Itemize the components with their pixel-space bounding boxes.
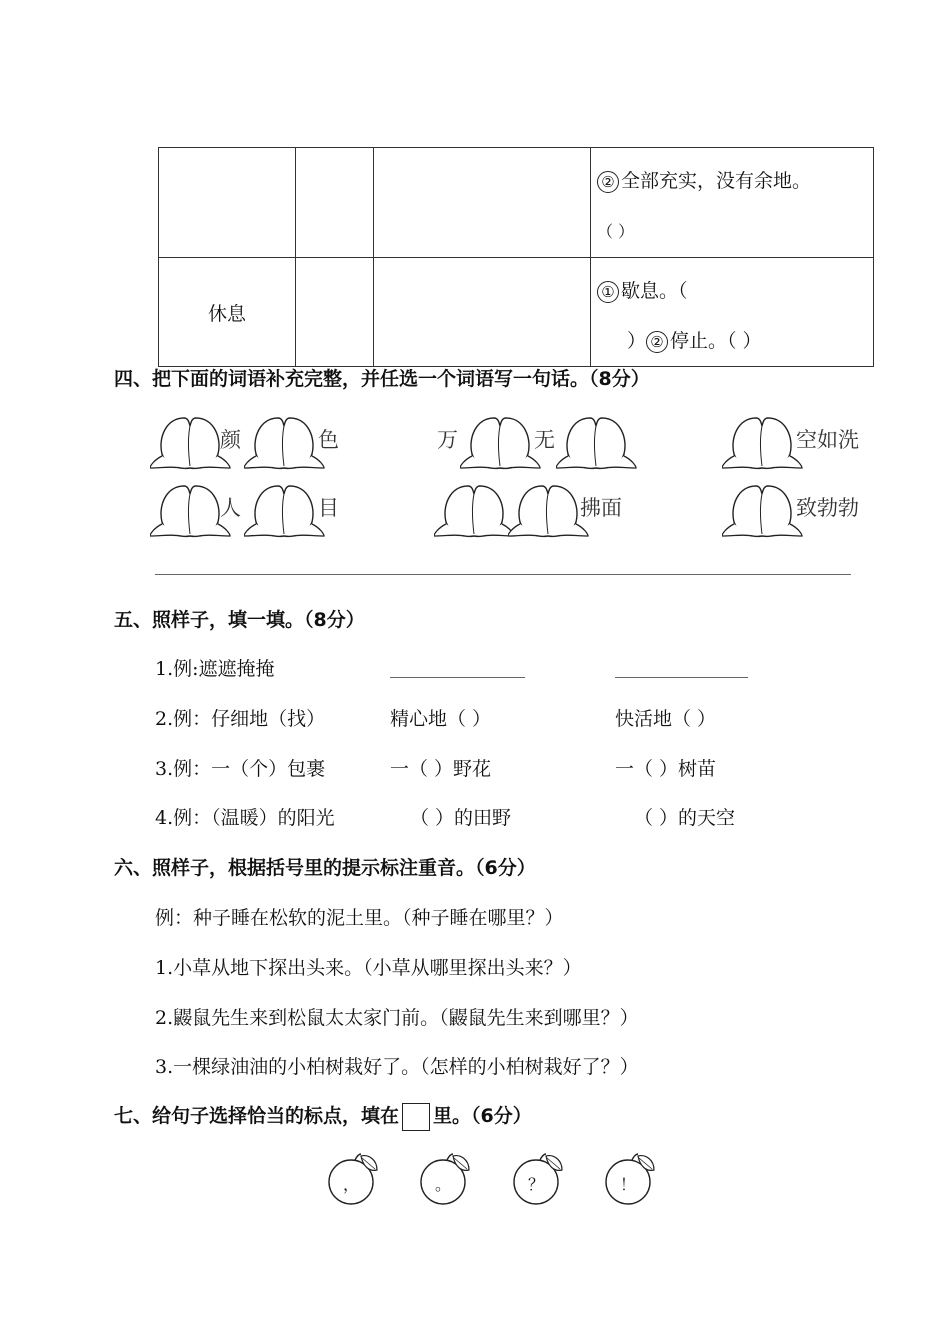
example-sentence: 例：种子睡在松软的泥土里。（种子睡在哪里？）: [155, 907, 564, 929]
word-char: 目: [318, 496, 339, 520]
exercise-line: 4.例：（温暖）的阳光: [155, 807, 335, 829]
answer-line[interactable]: [615, 677, 748, 678]
peach-blank-icon[interactable]: [722, 410, 804, 470]
peach-blank-icon[interactable]: [722, 478, 804, 538]
exercise-line: 3.例：一（个）包裹: [155, 758, 326, 780]
peach-blank-icon[interactable]: [244, 478, 326, 538]
table-word: 休息: [207, 302, 246, 325]
peach-blank-icon[interactable]: [244, 410, 326, 470]
word-char: 无: [534, 428, 555, 452]
peach-blank-icon[interactable]: [434, 478, 516, 538]
word-table: [158, 147, 874, 367]
word-char: 空如洗: [796, 428, 859, 452]
section-7-title: [114, 1101, 532, 1131]
circled-number: ②: [597, 171, 619, 193]
section-6-title: 六、照样子，根据括号里的提示标注重音。（6分）: [114, 857, 536, 879]
punctuation-mark: ，: [343, 1175, 360, 1194]
answer-box-icon: [402, 1103, 430, 1131]
word-char: 拂面: [580, 496, 622, 520]
table-cell-definition: [591, 148, 874, 258]
exercise-blank[interactable]: 精心地（ ）: [390, 708, 492, 730]
peach-blank-icon[interactable]: [508, 478, 590, 538]
exercise-sentence[interactable]: 2.鼹鼠先生来到松鼠太太家门前。（鼹鼠先生来到哪里？）: [155, 1007, 639, 1029]
exercise-line: 2.例：仔细地（找）: [155, 708, 326, 730]
table-cell-blank: [296, 258, 374, 367]
table-cell-definition: [591, 258, 874, 367]
section-5-title: 五、照样子，填一填。（8分）: [114, 609, 365, 631]
word-char: 致勃勃: [796, 496, 859, 520]
exercise-sentence[interactable]: 1.小草从地下探出头来。（小草从哪里探出头来？）: [155, 957, 582, 979]
peach-blank-icon[interactable]: [556, 410, 638, 470]
exercise-blank[interactable]: 快活地（ ）: [615, 708, 717, 730]
word-char: 色: [318, 428, 339, 452]
section-4-title: 四、把下面的词语补充完整，并任选一个词语写一句话。（8分）: [114, 368, 650, 390]
table-cell-blank: [296, 148, 374, 258]
word-char: 万: [437, 428, 458, 452]
answer-line[interactable]: [390, 677, 525, 678]
exercise-sentence[interactable]: 3.一棵绿油油的小柏树栽好了。（怎样的小柏树栽好了？）: [155, 1056, 639, 1078]
section-7-title-part: 里。（6分）: [433, 1105, 532, 1127]
exercise-blank[interactable]: 一（ ）野花: [390, 758, 492, 780]
fruit-question-icon[interactable]: [510, 1152, 566, 1212]
exercise-blank[interactable]: （ ）的天空: [634, 807, 736, 829]
sentence-answer-line[interactable]: [155, 574, 851, 575]
definition-text: 停止。（ ）: [670, 330, 762, 352]
punctuation-mark: ！: [620, 1175, 637, 1194]
exercise-blank[interactable]: 一（ ）树苗: [615, 758, 717, 780]
fruit-comma-icon[interactable]: [325, 1152, 381, 1212]
definition-text: 歇息。（: [621, 280, 688, 302]
word-char: 人: [220, 496, 241, 520]
circled-number: ②: [646, 331, 668, 353]
table-cell-blank: [374, 148, 591, 258]
section-7-title-part: 七、给句子选择恰当的标点，填在: [114, 1105, 400, 1127]
exercise-blank[interactable]: （ ）的田野: [410, 807, 512, 829]
table-cell-word: [159, 258, 296, 367]
circled-number: ①: [597, 281, 619, 303]
fruit-period-icon[interactable]: [417, 1152, 473, 1212]
punctuation-mark: 。: [435, 1175, 452, 1194]
fruit-exclamation-icon[interactable]: [602, 1152, 658, 1212]
punctuation-mark: ？: [528, 1175, 545, 1194]
exercise-line: 1.例:遮遮掩掩: [155, 658, 275, 680]
definition-text: 全部充实，没有余地。: [621, 170, 812, 192]
answer-paren: （ ）: [597, 222, 635, 241]
paren-close: ）: [627, 330, 647, 352]
word-char: 颜: [220, 428, 241, 452]
table-cell-blank: [374, 258, 591, 367]
table-cell-word: [159, 148, 296, 258]
peach-blank-icon[interactable]: [460, 410, 542, 470]
